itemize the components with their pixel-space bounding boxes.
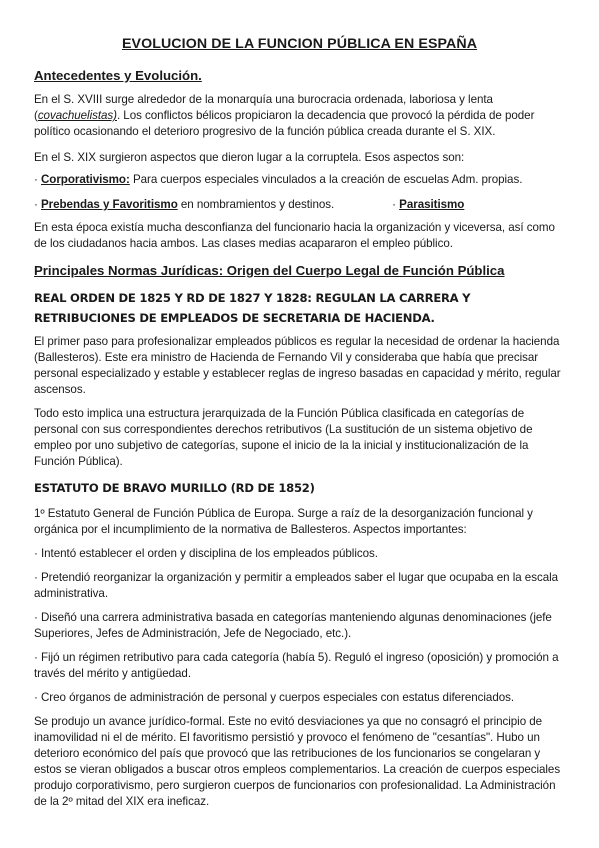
paragraph-antecedentes-1 [34,92,566,140]
parasitismo-term: Parasitismo [399,198,465,211]
paragraph-antecedentes-3: En esta época existía mucha desconfianza del funcionario hacia la organización y viceversa, así como de los ciudadanos hacia ambos. Las clases medias acapararon el empleo público. [34,221,555,250]
list-item: · Intentó establecer el orden y disciplina de los empleados públicos. [34,547,378,560]
subheading-bravo-murillo: ESTATUTO DE BRAVO MURILLO (RD DE 1852) [34,481,315,495]
bullet-corporativismo [34,172,566,188]
document-title: EVOLUCION DE LA FUNCION PÚBLICA EN ESPAÑA [121,36,478,52]
list-item: · Diseñó una carrera administrativa basada en categorías manteniendo algunas denominaciones (jefe Superiores, Jefes de Administración, Jefe de Negociado, etc.). [34,611,552,640]
section-heading-normas: Principales Normas Jurídicas: Origen del Cuerpo Legal de Función Pública [34,263,505,278]
paragraph-estatuto-intro: 1º Estatuto General de Función Pública de Europa. Surge a raíz de la desorganización funcional y orgánica por el incumplimiento de la normativa de Ballesteros. Aspectos importantes: [34,507,533,536]
bullet-marker: · [34,198,41,211]
bullet-text: Para cuerpos especiales vinculados a la creación de escuelas Adm. propias. [129,173,523,186]
list-item: · Fijó un régimen retributivo para cada categoría (había 5). Reguló el ingreso (oposición) y promoción a través del mérito y antigüedad. [34,651,559,680]
paragraph-text: En el S. XVIII surge alrededor de la monarquía una burocracia ordenada, laboriosa y lenta ( [34,93,493,122]
bullet-marker: · [34,173,41,186]
bullet-marker: · [392,198,400,211]
list-item: · Pretendió reorganizar la organización y permitir a empleados saber el lugar que ocupaba en la escala administrativa. [34,571,559,600]
paragraph-estatuto-conclusion: Se produjo un avance jurídico-formal. Este no evitó desviaciones ya que no consagró el principio de inamovilidad ni el de mérito. El favoritismo persistió y provoco el fenómeno de "cesantías". Hubo un deterioro económico del país que provocó que las retribuciones de los funcionarios se congelaran y estos se vieran obligados a buscar otros empleos complementarios. La creación de cuerpos especiales produjo corporativismo, pero surgieron cuerpos de funcionarios con profesionalidad. La Administración de la 2º mitad del XIX era ineficaz. [34,715,561,808]
bullet-prebendas [34,197,566,213]
bullet-text: en nombramientos y destinos. [177,198,335,211]
subheading-real-orden: REAL ORDEN DE 1825 Y RD DE 1827 Y 1828: REGULAN LA CARRERA Y RETRIBUCIONES DE EMPLEADOS DE SECRETARIA DE HACIENDA. [34,291,471,325]
paragraph-antecedentes-2: En el S. XIX surgieron aspectos que dieron lugar a la corruptela. Esos aspectos son: [34,151,465,164]
section-heading-antecedentes: Antecedentes y Evolución. [34,68,202,83]
paragraph-normas-2: Todo esto implica una estructura jerarquizada de la Función Pública clasificada en categorías de personal con sus correspondientes derechos retributivos (La sustitución de un sistema objetivo de empleo por uno subjetivo de categorías, supone el inicio de la la inicial y institucionalización de la Función Pública). [34,407,533,468]
paragraph-normas-1: El primer paso para profesionalizar empleados públicos es regular la necesidad de ordenar la hacienda (Ballesteros). Este era ministro de Hacienda de Fernando Vil y consideraba que había que precisar personal especializado y estable y establecer reglas de ingreso basadas en capacidad y mérito, regular ascensos. [34,335,561,396]
list-item: · Creo órganos de administración de personal y cuerpos especiales con estatus diferenciados. [34,691,515,704]
paragraph-text: . Los conflictos bélicos propiciaron la decadencia que provocó la pérdida de poder político ocasionando el deterioro progresivo de la función pública creada durante el S. XIX. [34,109,535,138]
covachuelistas-term: covachuelistas) [37,109,117,122]
corporativismo-term: Corporativismo: [40,173,130,186]
prebendas-term: Prebendas y Favoritismo [40,198,178,211]
